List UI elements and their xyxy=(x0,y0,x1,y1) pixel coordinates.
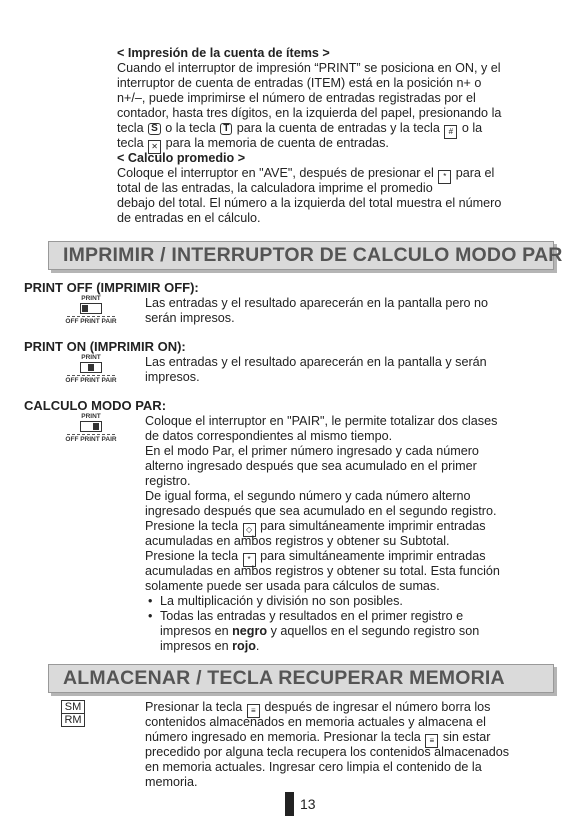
text-line: acumuladas en ambos registros y obtener su Subtotal. xyxy=(145,534,450,548)
text-line: Coloque el interruptor en "PAIR", le permite totalizar dos clases xyxy=(145,414,498,428)
text-line: Presione la tecla ◇ para simultáneamente imprimir entradas xyxy=(145,519,486,537)
pair-mode-heading: CALCULO MODO PAR: xyxy=(24,398,167,413)
text-line: Coloque el interruptor en "AVE", después de presionar el * para el xyxy=(117,166,494,184)
section-banner-print-pair: IMPRIMIR / INTERRUPTOR DE CALCULO MODO PAR xyxy=(48,241,554,270)
bullet-item: • Todas las entradas y resultados en el primer registro e xyxy=(160,609,463,624)
text-line: debajo del total. El número a la izquierda del total muestra el número xyxy=(117,196,502,210)
total-key-icon: * xyxy=(243,553,256,567)
text-line: Las entradas y el resultado aparecerán en la pantalla y serán xyxy=(145,355,487,369)
text-line: solamente puede ser usada para cálculos de sumas. xyxy=(145,579,440,593)
text-line: Presionar la tecla ≡ después de ingresar el número borra los xyxy=(145,700,490,718)
text-line: total de las entradas, la calculadora imprime el promedio xyxy=(117,181,433,195)
text-line: impresos. xyxy=(145,370,200,384)
page-number: 13 xyxy=(300,796,316,812)
text-line: Presione la tecla * para simultáneamente imprimir entradas xyxy=(145,549,486,567)
text-line: n+/–, puede imprimirse el número de entradas registradas por el xyxy=(117,91,476,105)
average-title: < Calculo promedio > xyxy=(117,151,246,165)
text-line: impresos en rojo. xyxy=(160,639,260,653)
text-line: tecla ✕ para la memoria de cuenta de entradas. xyxy=(117,136,389,154)
text-line: en memoria actuales. Ingresar cero limpia el contenido de la xyxy=(145,760,482,774)
text-line: ingresado después que sea acumulado en el segundo registro. xyxy=(145,504,497,518)
text-line: Cuando el interruptor de impresión “PRINT” se posiciona en ON, y el xyxy=(117,61,501,75)
text-line: de entradas en el cálculo. xyxy=(117,211,261,225)
section-banner-memory: ALMACENAR / TECLA RECUPERAR MEMORIA xyxy=(48,664,554,693)
black-label: negro xyxy=(232,624,268,638)
text-line: acumuladas en ambos registros y obtener su total. Esta función xyxy=(145,564,500,578)
bullet-item: • La multiplicación y división no son posibles. xyxy=(160,594,403,609)
text-line: tecla S o la tecla T para la cuenta de entradas y la tecla # o la xyxy=(117,121,482,139)
sm-rm-small-key-icon: ≡ xyxy=(247,704,260,718)
subtotal-key-icon: ◇ xyxy=(243,523,256,537)
text-line: impresos en negro y aquellos en el segundo registro son xyxy=(160,624,480,638)
sm-rm-small-key-icon: ≡ xyxy=(425,734,438,748)
text-line: serán impresos. xyxy=(145,311,235,325)
text-line: De igual forma, el segundo número y cada número alterno xyxy=(145,489,471,503)
text-line: interruptor de cuenta de entradas (ITEM) está en la posición n+ o xyxy=(117,76,482,90)
red-label: rojo xyxy=(232,639,256,653)
sm-rm-key-icon: SM RM xyxy=(61,700,85,727)
text-line: contenidos almacenados en memoria actuales y almacena el xyxy=(145,715,486,729)
text-line: precedido por alguna tecla recupera los contenidos almacenados xyxy=(145,745,510,759)
text-line: En el modo Par, el primer número ingresado y cada número xyxy=(145,444,479,458)
text-line: registro. xyxy=(145,474,191,488)
total-key-icon: * xyxy=(438,170,451,184)
text-line: memoria. xyxy=(145,775,198,789)
item-memory-key-icon: ✕ xyxy=(148,140,161,154)
item-total-key-icon: # xyxy=(444,125,457,139)
text-line: Las entradas y el resultado aparecerán en la pantalla pero no xyxy=(145,296,489,310)
text-line: alterno ingresado después que sea acumulado en el primer xyxy=(145,459,477,473)
item-count-title: < Impresión de la cuenta de ítems > xyxy=(117,46,330,60)
print-off-heading: PRINT OFF (IMPRIMIR OFF): xyxy=(24,280,199,295)
print-on-heading: PRINT ON (IMPRIMIR ON): xyxy=(24,339,186,354)
print-switch-on-icon: PRINT OFF PRINT PAIR xyxy=(65,354,117,384)
page-number-bar xyxy=(285,792,294,816)
text-line: número ingresado en memoria. Presionar la tecla ≡ sin estar xyxy=(145,730,490,748)
print-switch-off-icon: PRINT OFF PRINT PAIR xyxy=(65,295,117,325)
t-key-icon: T xyxy=(220,123,232,135)
text-line: contador, hasta tres dígitos, en la izquierda del papel, presionando la xyxy=(117,106,502,120)
print-switch-pair-icon: PRINT OFF PRINT PAIR xyxy=(65,413,117,443)
s-key-icon: S xyxy=(148,123,161,135)
text-line: de datos correspondientes al mismo tiempo. xyxy=(145,429,393,443)
